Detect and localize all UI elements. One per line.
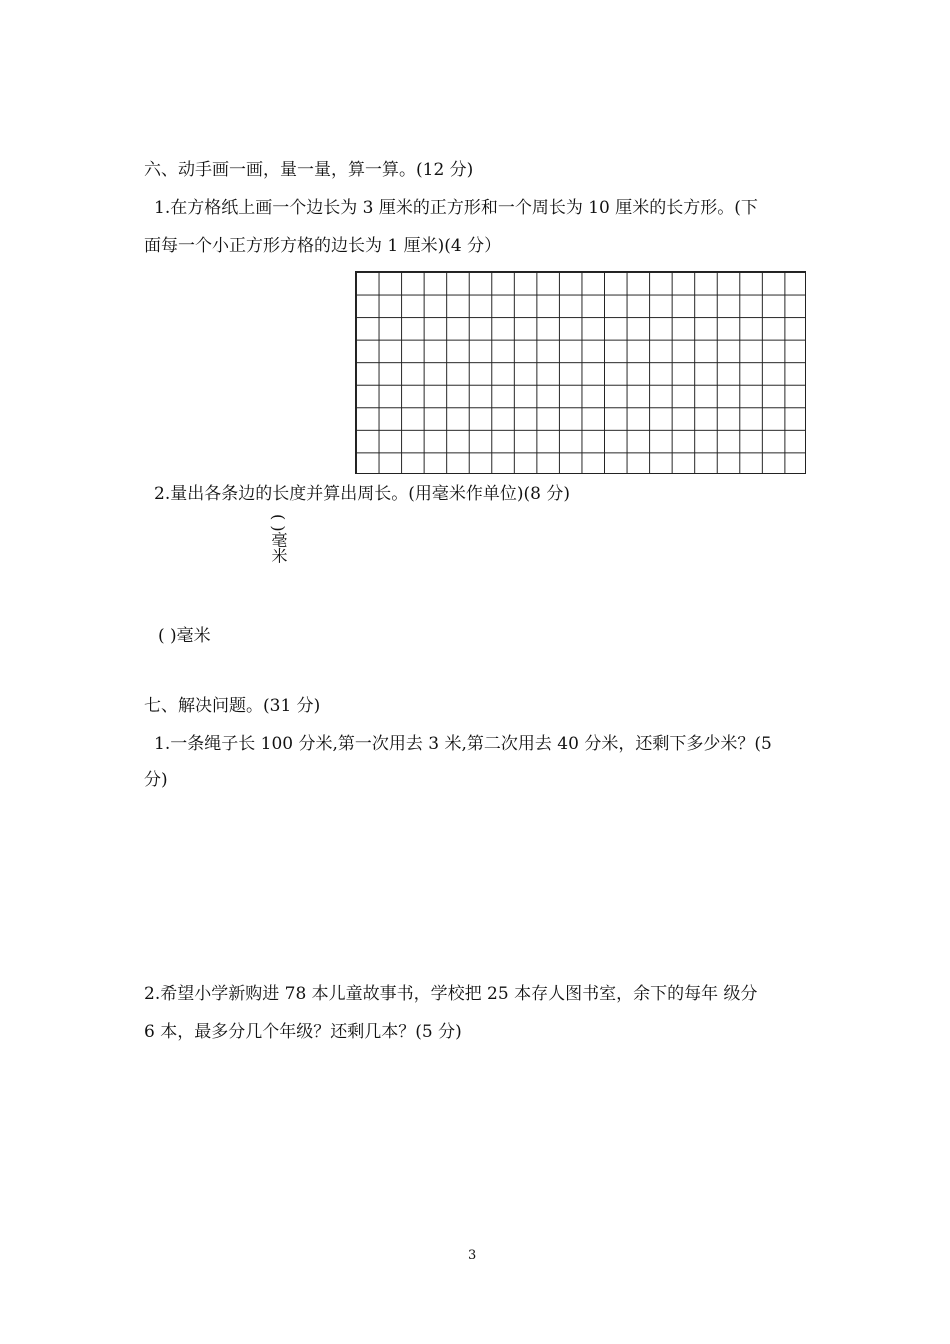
section6-title: 六、动手画一画，量一量，算一算。(12 分)	[144, 160, 474, 180]
section6-q2: 2.量出各条边的长度并算出周长。(用毫米作单位)(8 分)	[154, 484, 570, 504]
square-grid-paper	[355, 271, 806, 474]
page-number: 3	[468, 1248, 477, 1263]
section7-title: 七、解决问题。(31 分)	[144, 696, 321, 716]
section7-q2-line1: 2.希望小学新购进 78 本儿童故事书，学校把 25 本存人图书室，余下的每年 级分	[144, 984, 758, 1004]
vertical-answer-blank: ( )毫米	[269, 514, 288, 564]
section7-q1-line1: 1.一条绳子长 100 分米,第一次用去 3 米,第二次用去 40 分米，还剩下多少米？(5	[154, 734, 772, 754]
section6-q1-line1: 1.在方格纸上画一个边长为 3 厘米的正方形和一个周长为 10 厘米的长方形。(下	[154, 198, 758, 218]
section6-q1-line2: 面每一个小正方形方格的边长为 1 厘米)(4 分）	[144, 236, 502, 256]
horizontal-answer-blank: ( )毫米	[158, 626, 211, 646]
section7-q1-line2: 分)	[144, 770, 168, 790]
section7-q2-line2: 6 本，最多分几个年级？还剩几本？(5 分)	[144, 1022, 462, 1042]
